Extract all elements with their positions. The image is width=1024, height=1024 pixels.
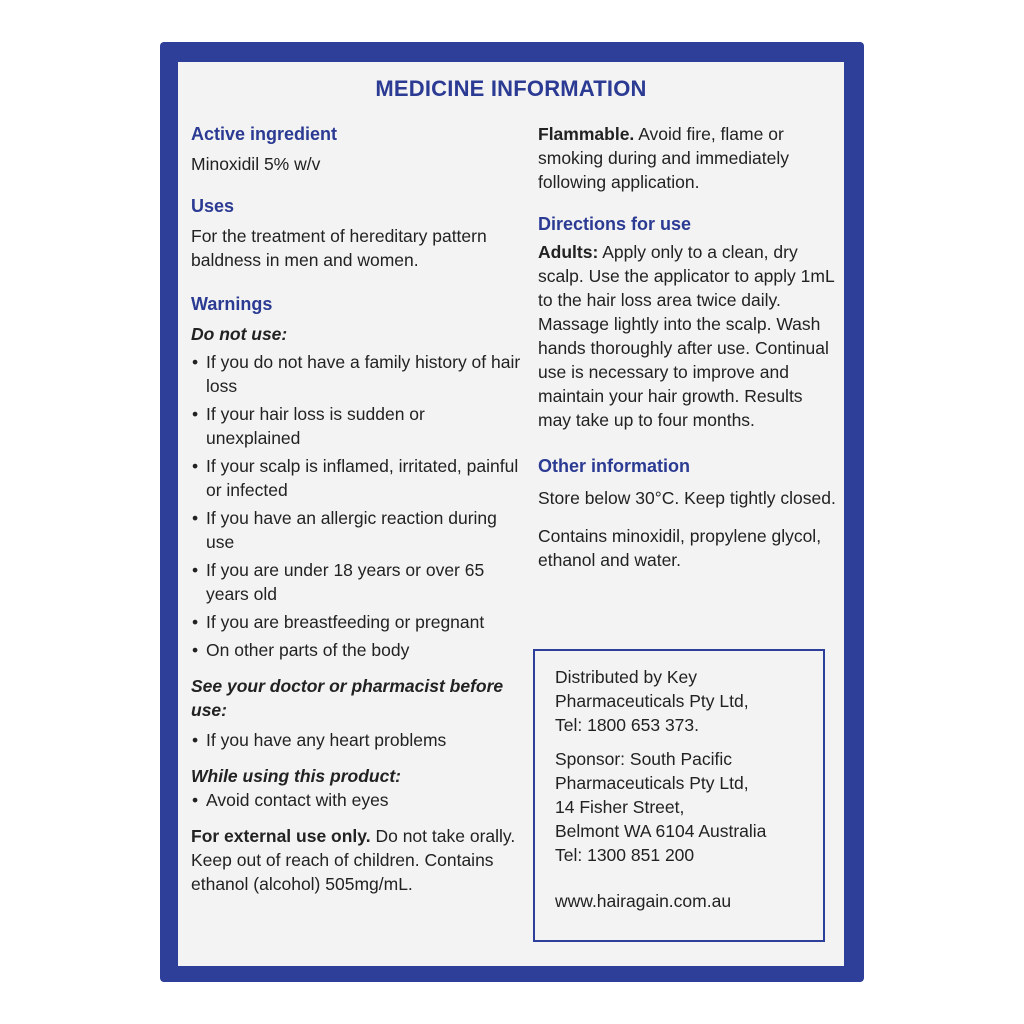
- flammable-text: Avoid fire, flame or smoking during and immediately following application.: [538, 124, 789, 192]
- directions-text: Apply only to a clean, dry scalp. Use the applicator to apply 1mL to the hair loss area twice daily. Massage lightly into the scalp. Wash hands thoroughly after use. Continual use is necessary to improve and maintain your hair growth. Results may take up to four months.: [538, 242, 835, 430]
- while-using-heading: While using this product:: [191, 766, 401, 786]
- distributor-block: [555, 665, 823, 737]
- uses-heading: Uses: [191, 196, 235, 216]
- distributor-line: Pharmaceuticals Pty Ltd,: [555, 691, 749, 711]
- active-ingredient-text: Minoxidil 5% w/v: [191, 154, 321, 174]
- list-item: • If you have any heart problems: [191, 728, 521, 752]
- active-ingredient-heading: Active ingredient: [191, 124, 338, 144]
- other-info-heading: Other information: [538, 456, 690, 476]
- directions-heading: Directions for use: [538, 214, 692, 234]
- sponsor-line: Sponsor: South Pacific: [555, 749, 733, 769]
- while-using-list: [191, 788, 521, 812]
- see-doctor-list: [191, 728, 521, 752]
- list-item: • If your scalp is inflamed, irritated, painful or infected: [191, 454, 521, 502]
- distributor-line: Tel: 1800 653 373.: [555, 715, 700, 735]
- page-title: MEDICINE INFORMATION: [375, 76, 647, 101]
- sponsor-line: Pharmaceuticals Pty Ltd,: [555, 773, 749, 793]
- distributor-line: Distributed by Key: [555, 667, 698, 687]
- external-use-paragraph: [191, 824, 521, 896]
- external-use-bold: For external use only.: [191, 826, 371, 846]
- warnings-heading: Warnings: [191, 294, 273, 314]
- list-item: • If your hair loss is sudden or unexplained: [191, 402, 521, 450]
- do-not-use-list: [191, 350, 521, 662]
- sponsor-block: [555, 747, 823, 867]
- flammable-paragraph: [538, 122, 838, 194]
- external-use-text: Do not take orally. Keep out of reach of children. Contains ethanol (alcohol) 505mg/mL.: [191, 826, 516, 894]
- sponsor-line: 14 Fisher Street,: [555, 797, 685, 817]
- list-item: • Avoid contact with eyes: [191, 788, 521, 812]
- storage-text: Store below 30°C. Keep tightly closed.: [538, 488, 836, 508]
- left-column: [191, 122, 521, 896]
- flammable-bold: Flammable.: [538, 124, 635, 144]
- adults-bold: Adults:: [538, 242, 599, 262]
- contact-box: [533, 649, 825, 942]
- list-item: • If you are under 18 years or over 65 years old: [191, 558, 521, 606]
- list-item: • On other parts of the body: [191, 638, 521, 662]
- contains-text: Contains minoxidil, propylene glycol, ethanol and water.: [538, 526, 822, 570]
- list-item: • If you have an allergic reaction during use: [191, 506, 521, 554]
- do-not-use-heading: Do not use:: [191, 324, 288, 344]
- list-item: • If you are breastfeeding or pregnant: [191, 610, 521, 634]
- see-doctor-heading: See your doctor or pharmacist before use:: [191, 676, 504, 720]
- right-column: [538, 122, 838, 572]
- directions-paragraph: [538, 240, 838, 432]
- sponsor-line: Belmont WA 6104 Australia: [555, 821, 767, 841]
- list-item: • If you do not have a family history of hair loss: [191, 350, 521, 398]
- sponsor-line: Tel: 1300 851 200: [555, 845, 695, 865]
- website-text: www.hairagain.com.au: [555, 891, 732, 911]
- uses-text: For the treatment of hereditary pattern baldness in men and women.: [191, 226, 487, 270]
